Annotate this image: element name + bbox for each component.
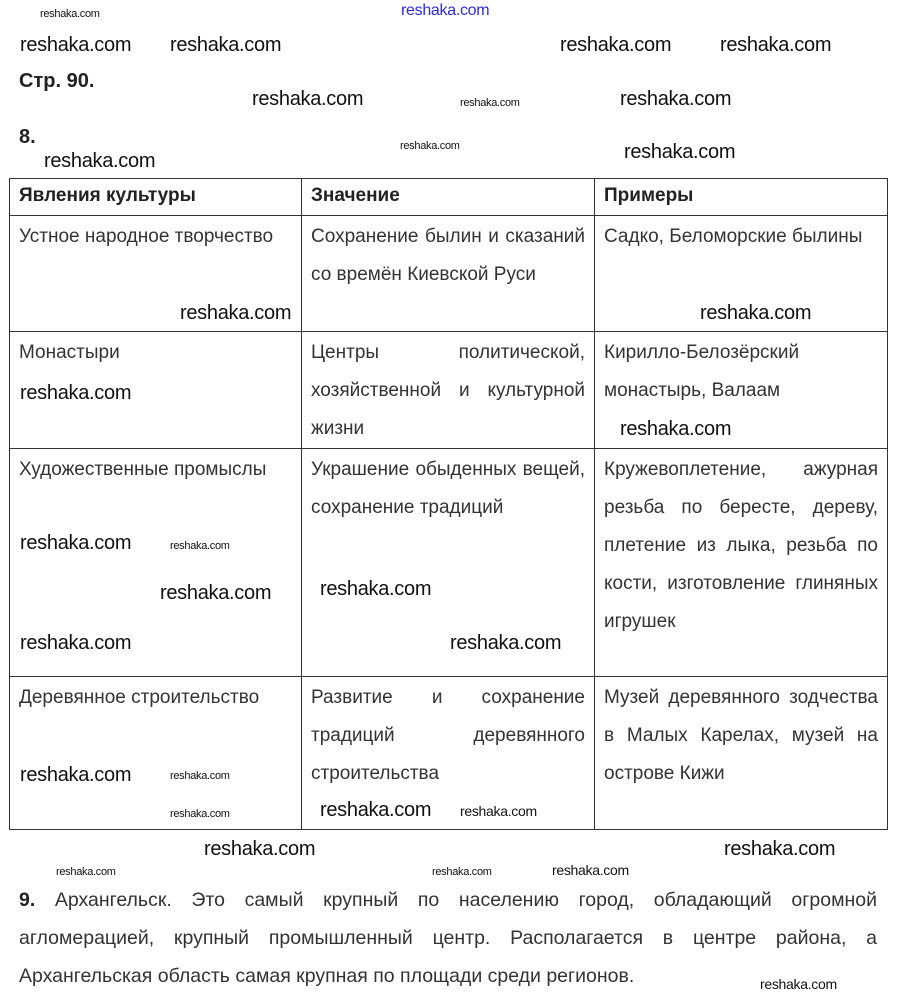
watermark: reshaka.com	[432, 866, 492, 878]
watermark: reshaka.com	[320, 578, 432, 600]
watermark: reshaka.com	[20, 34, 132, 56]
watermark: reshaka.com	[400, 140, 460, 152]
watermark: reshaka.com	[624, 141, 736, 163]
table-cell: Монастыри	[10, 332, 302, 449]
table-cell: Устное народное творчество	[10, 216, 302, 332]
table-cell: Сохранение былин и сказаний со времён Киевской Руси	[302, 216, 595, 332]
watermark: reshaka.com	[20, 764, 132, 786]
watermark: reshaka.com	[700, 302, 812, 324]
task-9-number: 9.	[19, 889, 36, 911]
watermark: reshaka.com	[44, 150, 156, 172]
table-row	[10, 677, 888, 830]
watermark: reshaka.com	[560, 34, 672, 56]
header-cell: Явления культуры	[10, 179, 302, 216]
watermark: reshaka.com	[160, 582, 272, 604]
watermark: reshaka.com	[724, 838, 836, 860]
table-cell: Центры политической, хозяйственной и культурной жизни	[302, 332, 595, 449]
watermark: reshaka.com	[170, 34, 282, 56]
watermark-link[interactable]: reshaka.com	[401, 2, 490, 19]
task-9-text: Архангельск. Это самый крупный по населению город, обладающий огромной агломерацией, крупный промышленный центр. Располагается в центре района, а Архангельская область самая крупная по площади среди регионов.	[19, 889, 877, 987]
task-9-paragraph	[19, 881, 877, 995]
watermark: reshaka.com	[460, 97, 520, 109]
watermark: reshaka.com	[180, 302, 292, 324]
watermark: reshaka.com	[720, 34, 832, 56]
table-cell: Развитие и сохранение традиций деревянного строительства	[302, 677, 595, 830]
table-cell: Кружевоплетение, ажурная резьба по бересте, дереву, плетение из лыка, резьба по кости, изготовление глиняных игрушек	[595, 449, 888, 677]
watermark: reshaka.com	[320, 799, 432, 821]
watermark: reshaka.com	[460, 803, 537, 819]
watermark: reshaka.com	[20, 632, 132, 654]
culture-table	[9, 178, 888, 830]
watermark: reshaka.com	[760, 976, 837, 992]
watermark: reshaka.com	[20, 532, 132, 554]
watermark: reshaka.com	[170, 770, 230, 782]
watermark: reshaka.com	[170, 808, 230, 820]
watermark: reshaka.com	[20, 382, 132, 404]
watermark: reshaka.com	[40, 8, 100, 20]
header-cell: Значение	[302, 179, 595, 216]
table-cell: Садко, Беломорские былины	[595, 216, 888, 332]
watermark: reshaka.com	[552, 862, 629, 878]
watermark: reshaka.com	[620, 418, 732, 440]
table-cell: Художественные промыслы	[10, 449, 302, 677]
header-cell: Примеры	[595, 179, 888, 216]
watermark: reshaka.com	[450, 632, 562, 654]
task-8-number: 8.	[19, 126, 36, 148]
watermark: reshaka.com	[170, 540, 230, 552]
table-cell: Деревянное строительство	[10, 677, 302, 830]
watermark: reshaka.com	[620, 88, 732, 110]
table-row	[10, 332, 888, 449]
watermark: reshaka.com	[252, 88, 364, 110]
table-header-row	[10, 179, 888, 216]
table-cell: Украшение обыденных вещей, сохранение традиций	[302, 449, 595, 677]
table-cell: Кирилло-Белозёрский монастырь, Валаам	[595, 332, 888, 449]
table-cell: Музей деревянного зодчества в Малых Карелах, музей на острове Кижи	[595, 677, 888, 830]
watermark: reshaka.com	[204, 838, 316, 860]
page-label: Стр. 90.	[19, 70, 95, 92]
table-row	[10, 449, 888, 677]
watermark: reshaka.com	[56, 866, 116, 878]
